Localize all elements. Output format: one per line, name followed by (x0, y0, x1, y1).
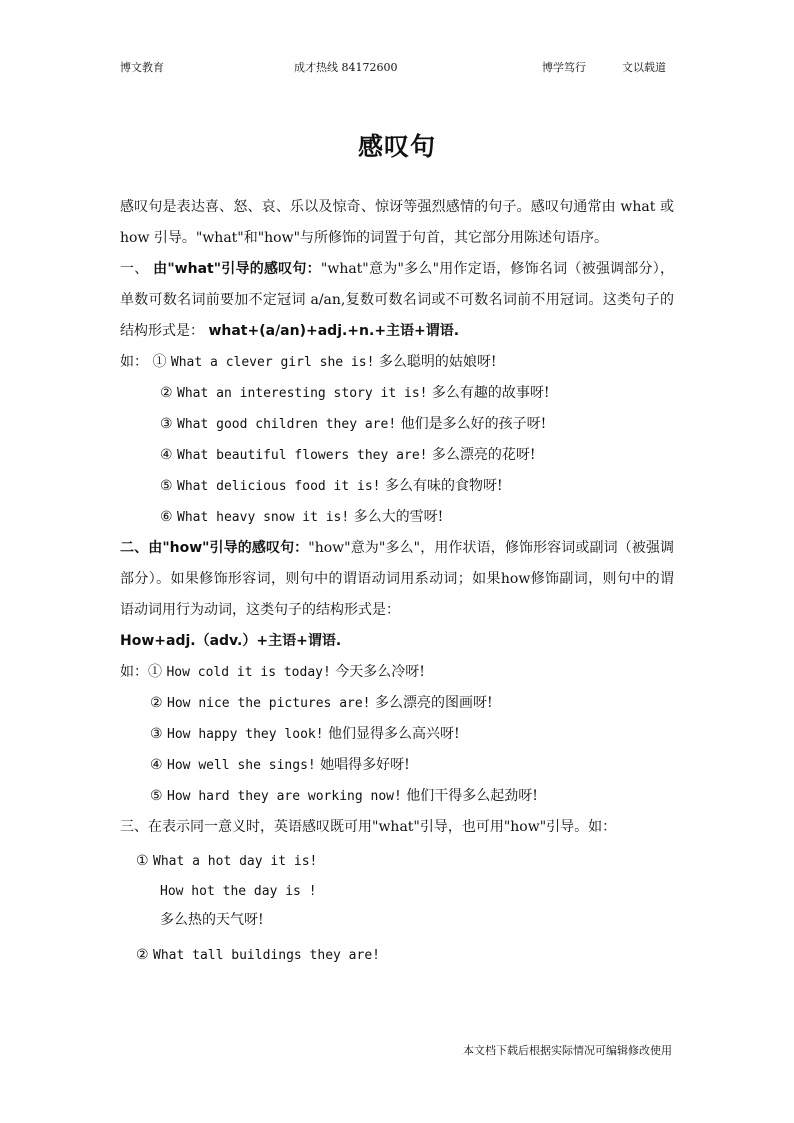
section-2-text: "how"意为"多么"，用作状语，修饰形容词或副词（被强调部分）。如果修饰形容词，则句中的谓语动词用系动词；如果how修饰副词，则句中的谓语动词用行为动词，这类句子的结构形式是： (120, 540, 675, 618)
section-1-example-5: ⑤ What delicious food it is! 多么有味的食物呀! (160, 478, 503, 494)
section-1-heading: 由"what"引导的感叹句： (153, 261, 321, 277)
intro-paragraph: 感叹句是表达喜、怒、哀、乐以及惊奇、惊讶等强烈感情的句子。感叹句通常由 what 或 how 引导。"what"和"how"与所修饰的词置于句首，其它部分用陈述句语序。 (120, 199, 674, 246)
section-2-paragraph (120, 533, 674, 626)
section-1-paragraph (120, 254, 674, 347)
section-3-heading: 三、在表示同一意义时，英语感叹既可用"what"引导，也可用"how"引导。如： (120, 819, 617, 835)
section-2-example-4: ④ How well she sings! 她唱得多好呀! (150, 757, 410, 773)
section-2-example-2: ② How nice the pictures are! 多么漂亮的图画呀! (150, 695, 493, 711)
section-1-example-4: ④ What beautiful flowers they are! 多么漂亮的花呀! (160, 447, 536, 463)
section-1-text: "what"意为"多么"用作定语，修饰名词（被强调部分），单数可数名词前要加不定冠词 a/an,复数可数名词或不可数名词前不用冠词。这类句子的结构形式是： (120, 261, 674, 339)
section-3-example-2-what: ② What tall buildings they are! (136, 947, 380, 963)
section-3-example-1-what: ① What a hot day it is! (136, 853, 318, 869)
section-1-example-6: ⑥ What heavy snow it is! 多么大的雪呀! (160, 509, 444, 525)
section-3-example-1-how: How hot the day is ! (160, 884, 317, 899)
section-2-number: 二、 (120, 540, 149, 556)
header-hotline: 成才热线 84172600 (294, 61, 398, 74)
document-body (120, 192, 674, 971)
section-2-example-5: ⑤ How hard they are working now! 他们干得多么起劲呀! (150, 788, 538, 804)
page-footer: 本文档下载后根据实际情况可编辑修改使用 (463, 1044, 672, 1057)
section-2-example-1: 如：① How cold it is today! 今天多么冷呀! (120, 664, 425, 680)
example-prefix: 如： (120, 354, 148, 370)
section-2-formula: How+adj.（adv.）+主语+谓语. (120, 633, 342, 649)
section-3-example-1-translation: 多么热的天气呀! (160, 912, 264, 928)
section-1-example-1: 如： ① What a clever girl she is! 多么聪明的姑娘呀! (120, 354, 497, 370)
section-2-heading: 由"how"引导的感叹句： (148, 540, 309, 556)
header-motto-1: 博学笃行 (542, 61, 586, 74)
section-2-example-3: ③ How happy they look! 他们显得多么高兴呀! (150, 726, 460, 742)
section-1-number: 一、 (120, 261, 154, 277)
page-title: 感叹句 (357, 132, 436, 161)
section-1-example-3: ③ What good children they are! 他们是多么好的孩子呀! (160, 416, 547, 432)
page-header (120, 59, 672, 75)
example-prefix: 如： (120, 664, 148, 680)
header-org: 博文教育 (120, 61, 164, 74)
section-1-formula: what+(a/an)+adj.+n.+主语+谓语. (208, 323, 460, 339)
section-1-example-2: ② What an interesting story it is! 多么有趣的故事呀! (160, 385, 550, 401)
header-motto-2: 文以载道 (622, 61, 666, 74)
